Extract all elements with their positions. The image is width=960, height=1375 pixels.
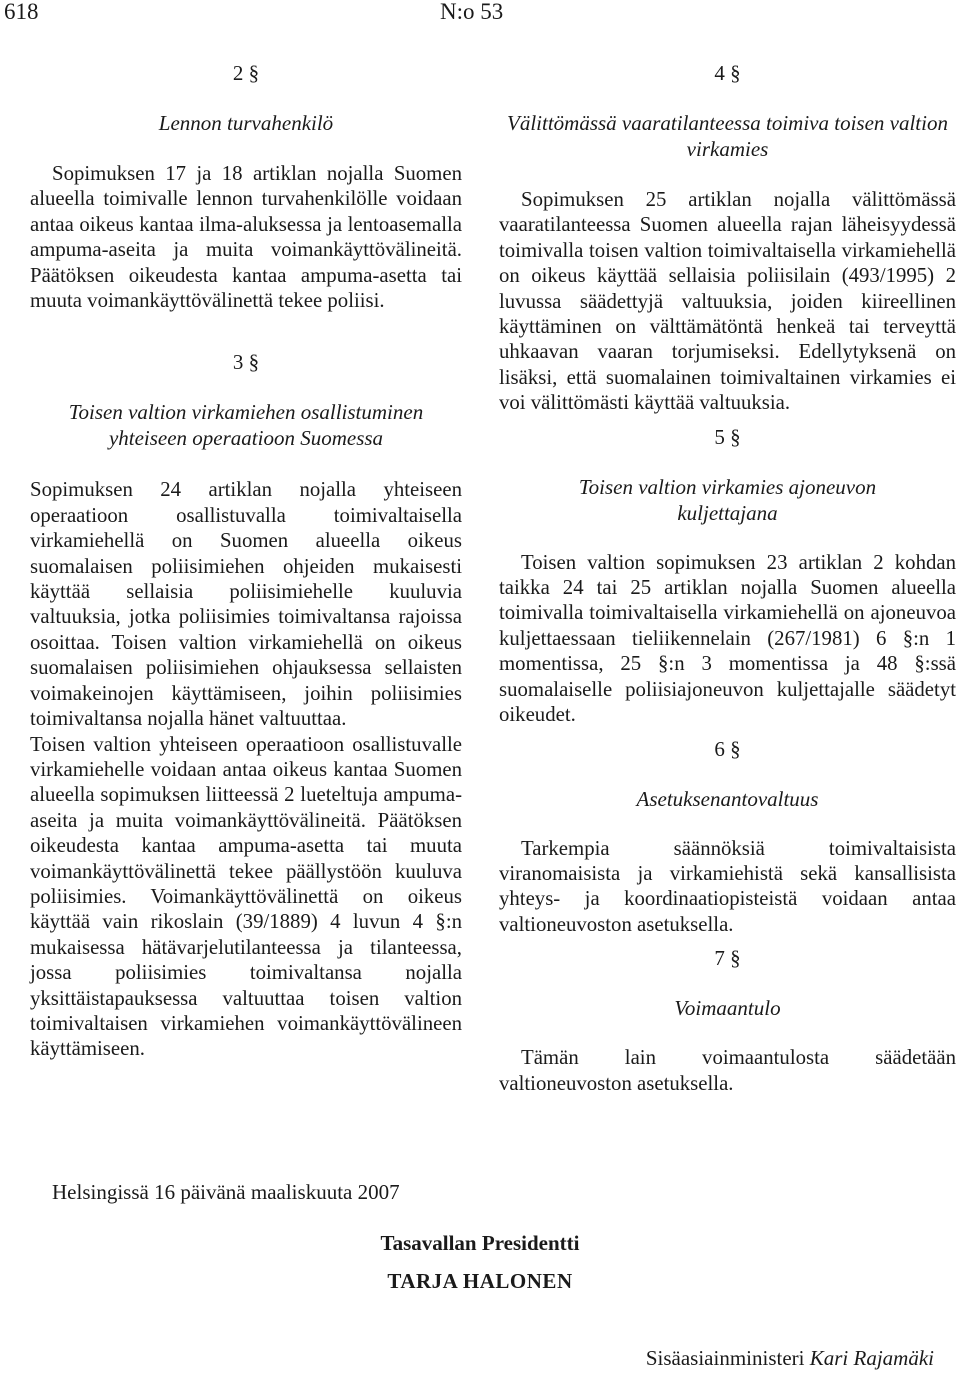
president-name: TARJA HALONEN [387, 1269, 573, 1293]
left-column [30, 60, 462, 1062]
page-number: 618 [4, 0, 39, 24]
section-6-number: 6 § [714, 736, 741, 761]
minister-signature [646, 1346, 934, 1371]
place-and-date: Helsingissä 16 päivänä maaliskuuta 2007 [52, 1180, 400, 1204]
section-2-number: 2 § [232, 61, 260, 85]
section-3-paragraph-1: Sopimuksen 24 artiklan nojalla yhteiseen operaatioon osallistuvalla toimivaltaisella virkamiehellä on Suomen alueella oikeus suomalaisen poliisimiehen ohjeiden mukaisesti käyttää sellaisia poliisimiehelle kuuluvia valtuuksia, jotka poliisimies toimivaltansa rajoissa osoittaa. Toisen valtion virkamiehellä on oikeus suomalaisen poliisimiehen ohjauksessa sellaisten voimakeinojen käyttämiseen, joihin poliisimies toimivaltansa nojalla hänet valtuuttaa. [30, 478, 462, 731]
section-7-number: 7 § [714, 946, 741, 971]
section-2-text: Sopimuksen 17 ja 18 artiklan nojalla Suomen alueella toimivalle lennon turvahenkilölle voidaan antaa oikeus kantaa ilma-aluksessa ja lentoasemalla ampuma-aseita ja muita voimankäyttövälineitä. Päätöksen oikeudesta kantaa ampuma-asetta tai muuta voimankäyttövälinettä tekee poliisi. [30, 162, 462, 313]
section-6-title: Asetuksenantovaltuus [636, 786, 819, 811]
section-4-title: Välittömässä vaaratilanteessa toimiva toisen valtion virkamies [507, 111, 948, 161]
section-3-paragraph-2: Toisen valtion yhteiseen operaatioon osallistuvalle virkamiehelle voidaan antaa oikeus kantaa Suomen alueella sopimuksen liitteessä 2 lueteltuja ampuma-aseita ja muita voimankäyttövälineitä. Päätöksen oikeudesta kantaa ampuma-asetta tai muuta voimankäyttövälinettä tekee päällystöön kuuluva poliisimies. Voimankäyttövälinettä on oikeus käyttää vain rikoslain (39/1889) 4 luvun 4 §:n mukaisessa hätävarjelutilanteessa ja tilanteessa, jossa poliisimies toimivaltansa nojalla yksittäistapauksessa valtuuttaa toisen valtion toimivaltaisen virkamiehen voimankäyttövälineen käyttämiseen. [30, 732, 462, 1061]
section-5-title: Toisen valtion virkamies ajoneuvon kuljettajana [578, 474, 877, 525]
section-5-number: 5 § [714, 424, 741, 449]
minister-name: Kari Rajamäki [809, 1346, 934, 1370]
section-3-title: Toisen valtion virkamiehen osallistuminen yhteiseen operaatioon Suomessa [68, 400, 424, 451]
issue-number: N:o 53 [440, 0, 504, 24]
section-3-number: 3 § [232, 350, 260, 375]
section-7-title: Voimaantulo [674, 996, 781, 1021]
president-title: Tasavallan Presidentti [380, 1231, 580, 1255]
section-5-text: Toisen valtion sopimuksen 23 artiklan 2 kohdan taikka 24 tai 25 artiklan nojalla Suomen alueella toimivalla toimivaltaisella virkamiehellä on ajoneuvoa kuljettaessaan tieliikennelain (267/1981) 6 §:n 1 momentissa, 25 §:n 3 momentissa ja 48 §:ssä suomalaiselle poliisiajoneuvon kuljettajalle säädetyt oikeudet. [499, 550, 956, 727]
section-6-text: Tarkempia säännöksiä toimivaltaisista viranomaisista ja virkamiehistä sekä kansallisista yhteys- ja koordinaatiopisteistä voidaan antaa valtioneuvoston asetuksella. [499, 836, 956, 936]
section-2-title: Lennon turvahenkilö [158, 111, 334, 135]
section-4-number: 4 § [714, 61, 741, 85]
section-7-text: Tämän lain voimaantulosta säädetään valtioneuvoston asetuksella. [499, 1046, 956, 1095]
section-4-text: Sopimuksen 25 artiklan nojalla välittömässä vaaratilanteessa Suomen alueella rajan läheisyydessä toimivalla toisen valtion toimivaltaisella virkamiehellä on oikeus käyttää sellaisia poliisilain (493/1995) 2 luvussa säädettyjä valtuuksia, joiden kiireellinen käyttäminen on välttämätöntä henkeä tai terveyttä uhkaavan vaaran torjumiseksi. Edellytyksenä on lisäksi, että suomalainen toimivaltainen virkamies ei voi välittömästi käyttää valtuuksia. [499, 188, 956, 415]
minister-role: Sisäasiainministeri [645, 1346, 805, 1370]
right-column [499, 60, 956, 1096]
